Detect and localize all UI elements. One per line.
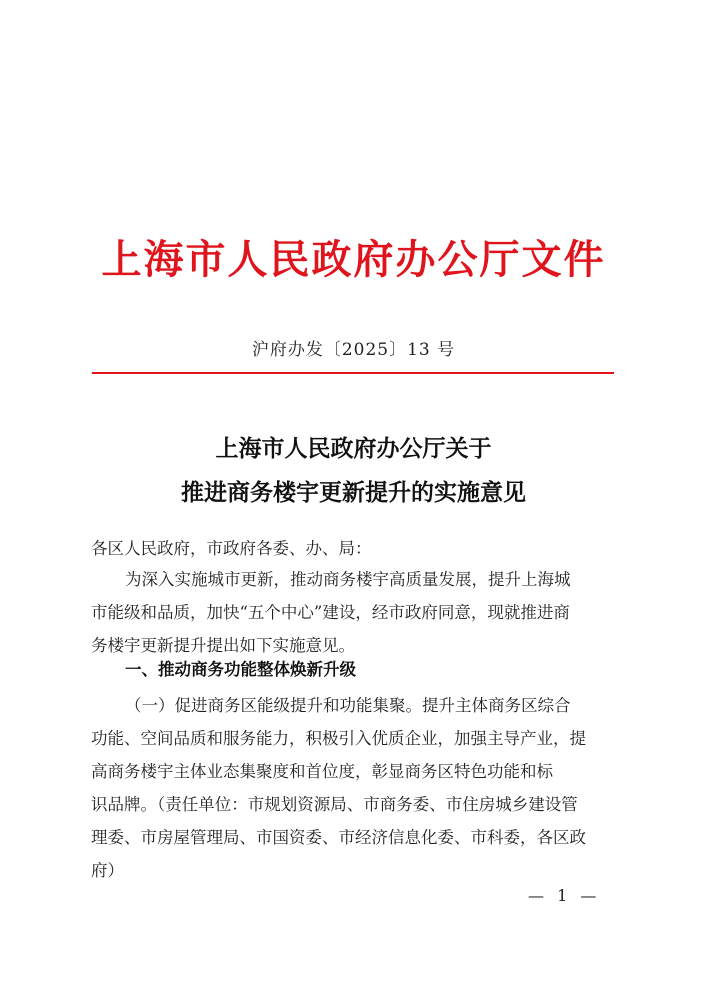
item-line: 识品牌。（责任单位：市规划资源局、市商务委、市住房城乡建设管 [91, 795, 578, 814]
section-heading: 一、推动商务功能整体焕新升级 [125, 660, 356, 679]
red-divider-line [92, 372, 614, 374]
intro-line: 务楼宇更新提升提出如下实施意见。 [91, 636, 355, 655]
intro-paragraph [91, 563, 617, 662]
item-line: 高商务楼宇主体业态集聚度和首位度，彰显商务区特色功能和标 [91, 762, 553, 781]
document-title-line-1: 上海市人民政府办公厅关于 [215, 435, 492, 462]
document-masthead: 上海市人民政府办公厅文件 [101, 236, 606, 283]
item-line: 功能、空间品质和服务能力，积极引入优质企业，加强主导产业，提 [91, 729, 586, 748]
item-1-paragraph [91, 689, 617, 887]
salutation: 各区人民政府，市政府各委、办、局： [91, 539, 372, 558]
item-line: （一）促进商务区能级提升和功能集聚。提升主体商务区综合 [125, 696, 571, 715]
page-number: — 1 — [528, 886, 601, 905]
document-number: 沪府办发〔2025〕13 号 [251, 340, 456, 360]
intro-line: 为深入实施城市更新，推动商务楼宇高质量发展，提升上海城 [125, 570, 571, 589]
item-line: 府） [91, 861, 124, 880]
document-title-line-2: 推进商务楼宇更新提升的实施意见 [181, 479, 526, 506]
intro-line: 市能级和品质，加快“五个中心”建设，经市政府同意，现就推进商 [91, 603, 570, 622]
item-line: 理委、市房屋管理局、市国资委、市经济信息化委、市科委，各区政 [91, 828, 586, 847]
